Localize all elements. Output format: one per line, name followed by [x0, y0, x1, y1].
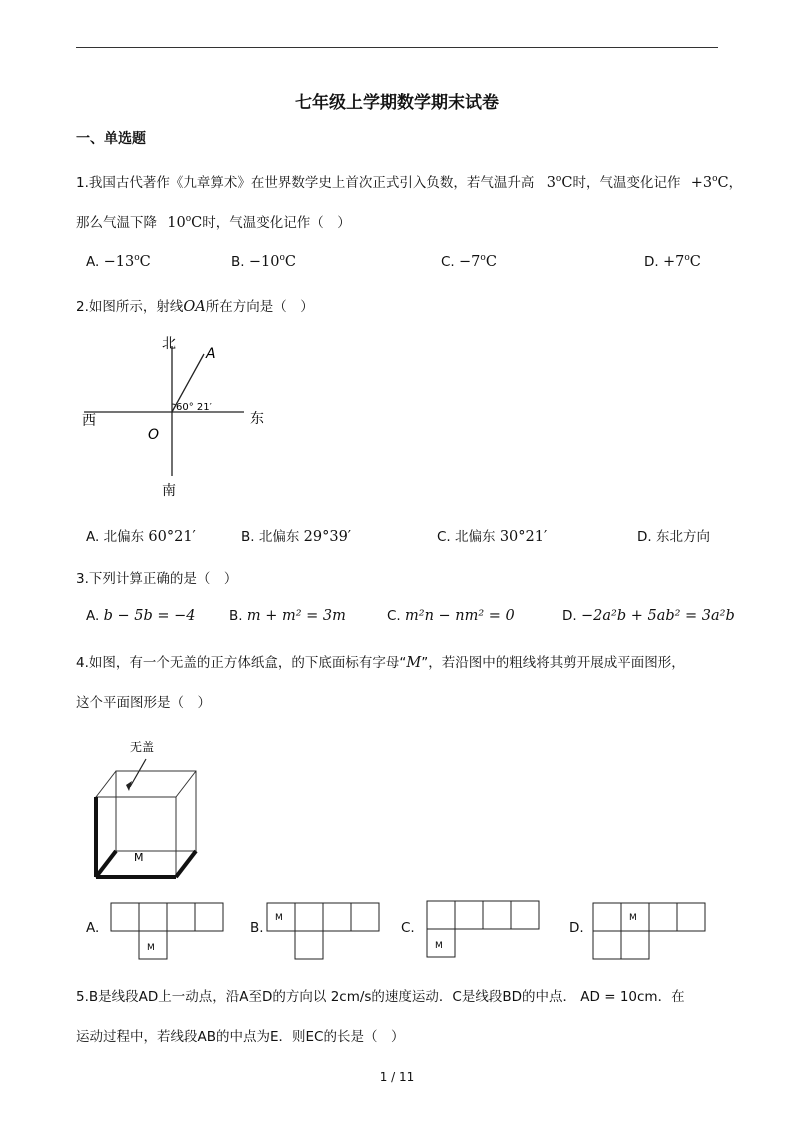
q1-option-a[interactable]: A. $-13^oC$	[86, 253, 151, 270]
q1-record-value: $+3^oC$	[690, 174, 729, 191]
q1-line1: 1.我国古代著作《九章算术》在世界数学史上首次正式引入负数，若气温升高 3$^o$C时，气温变化记作 $+3^oC$，	[76, 174, 743, 191]
point-o-label: O	[148, 427, 160, 443]
q4-letter: M	[406, 655, 422, 671]
page-title: 七年级上学期数学期末试卷	[295, 93, 499, 113]
q4-option-b-net[interactable]	[266, 902, 381, 964]
svg-text:M: M	[147, 943, 155, 953]
q1-line2	[76, 211, 351, 231]
q3-option-b[interactable]: B. m + m² = 3m	[229, 608, 346, 624]
q4-option-b-label[interactable]: B.	[250, 920, 264, 936]
q4-option-d-net[interactable]	[592, 902, 707, 964]
q1-drop-value: 10$^o$C	[167, 214, 203, 231]
q2-option-c[interactable]: C. 北偏东 30°21′	[437, 529, 548, 545]
q4-option-d-label[interactable]: D.	[569, 920, 584, 936]
q2-option-b[interactable]: B. 北偏东 29°39′	[241, 529, 352, 545]
q4-option-c-label[interactable]: C.	[401, 920, 415, 936]
q1-text-a: 1.我国古代著作《九章算术》在世界数学史上首次正式引入负数，若气温升高	[76, 175, 535, 191]
section-heading: 一、单选题	[76, 131, 146, 147]
q4-option-a-label[interactable]: A.	[86, 920, 100, 936]
q4-option-a-net[interactable]	[110, 902, 225, 964]
q4-option-c-net[interactable]	[426, 900, 541, 962]
q5-line1: 5.B是线段AD上一动点，沿A至D的方向以 2cm/s的速度运动．C是线段BD的中点． AD = 10cm．在	[76, 989, 685, 1005]
header-rule	[76, 47, 718, 48]
q1-option-b[interactable]: B. $-10^oC$	[231, 253, 296, 270]
no-lid-label: 无盖	[130, 740, 155, 754]
east-label: 东	[250, 411, 264, 427]
q1-text-d: 时，气温变化记作（ ）	[202, 215, 351, 231]
angle-label: 60° 21′	[176, 402, 212, 413]
q3-stem: 3.下列计算正确的是（ ）	[76, 571, 238, 587]
q4-line2: 这个平面图形是（ ）	[76, 695, 211, 711]
q2-ray-label: OA	[183, 299, 206, 315]
q1-text-b: 时，气温变化记作	[572, 175, 681, 191]
north-label: 北	[162, 336, 176, 352]
cube-figure	[90, 735, 210, 880]
q2-stem: 2.如图所示，射线OA所在方向是（ ）	[76, 299, 314, 315]
q5-line2: 运动过程中，若线段AB的中点为E．则EC的长是（ ）	[76, 1029, 405, 1045]
point-a-label: A	[206, 346, 216, 362]
q2-option-a[interactable]: A. 北偏东 60°21′	[86, 529, 196, 545]
compass-figure	[76, 328, 276, 503]
q2-option-d[interactable]: D. 东北方向	[637, 529, 710, 545]
q1-text-c: 那么气温下降	[76, 215, 157, 231]
q3-option-c[interactable]: C. m²n − nm² = 0	[387, 608, 515, 624]
svg-text:M: M	[435, 941, 443, 951]
south-label: 南	[162, 483, 176, 499]
q1-option-d[interactable]: D. $+7^oC$	[644, 253, 701, 270]
page-number: 1 / 11	[379, 1070, 415, 1084]
west-label: 西	[82, 413, 96, 429]
q1-rise-value: 3$^o$C	[546, 174, 573, 191]
q4-line1: 4.如图，有一个无盖的正方体纸盒，的下底面标有字母“M”，若沿图中的粗线将其剪开展成平面图形，	[76, 655, 685, 671]
svg-text:M: M	[629, 913, 637, 923]
q1-option-c[interactable]: C. $-7^oC$	[441, 253, 497, 270]
q3-option-d[interactable]: D. −2a²b + 5ab² = 3a²b	[562, 608, 735, 624]
q3-option-a[interactable]: A. b − 5b = −4	[86, 608, 196, 624]
cube-m-label: M	[134, 851, 144, 864]
svg-text:M: M	[275, 913, 283, 923]
